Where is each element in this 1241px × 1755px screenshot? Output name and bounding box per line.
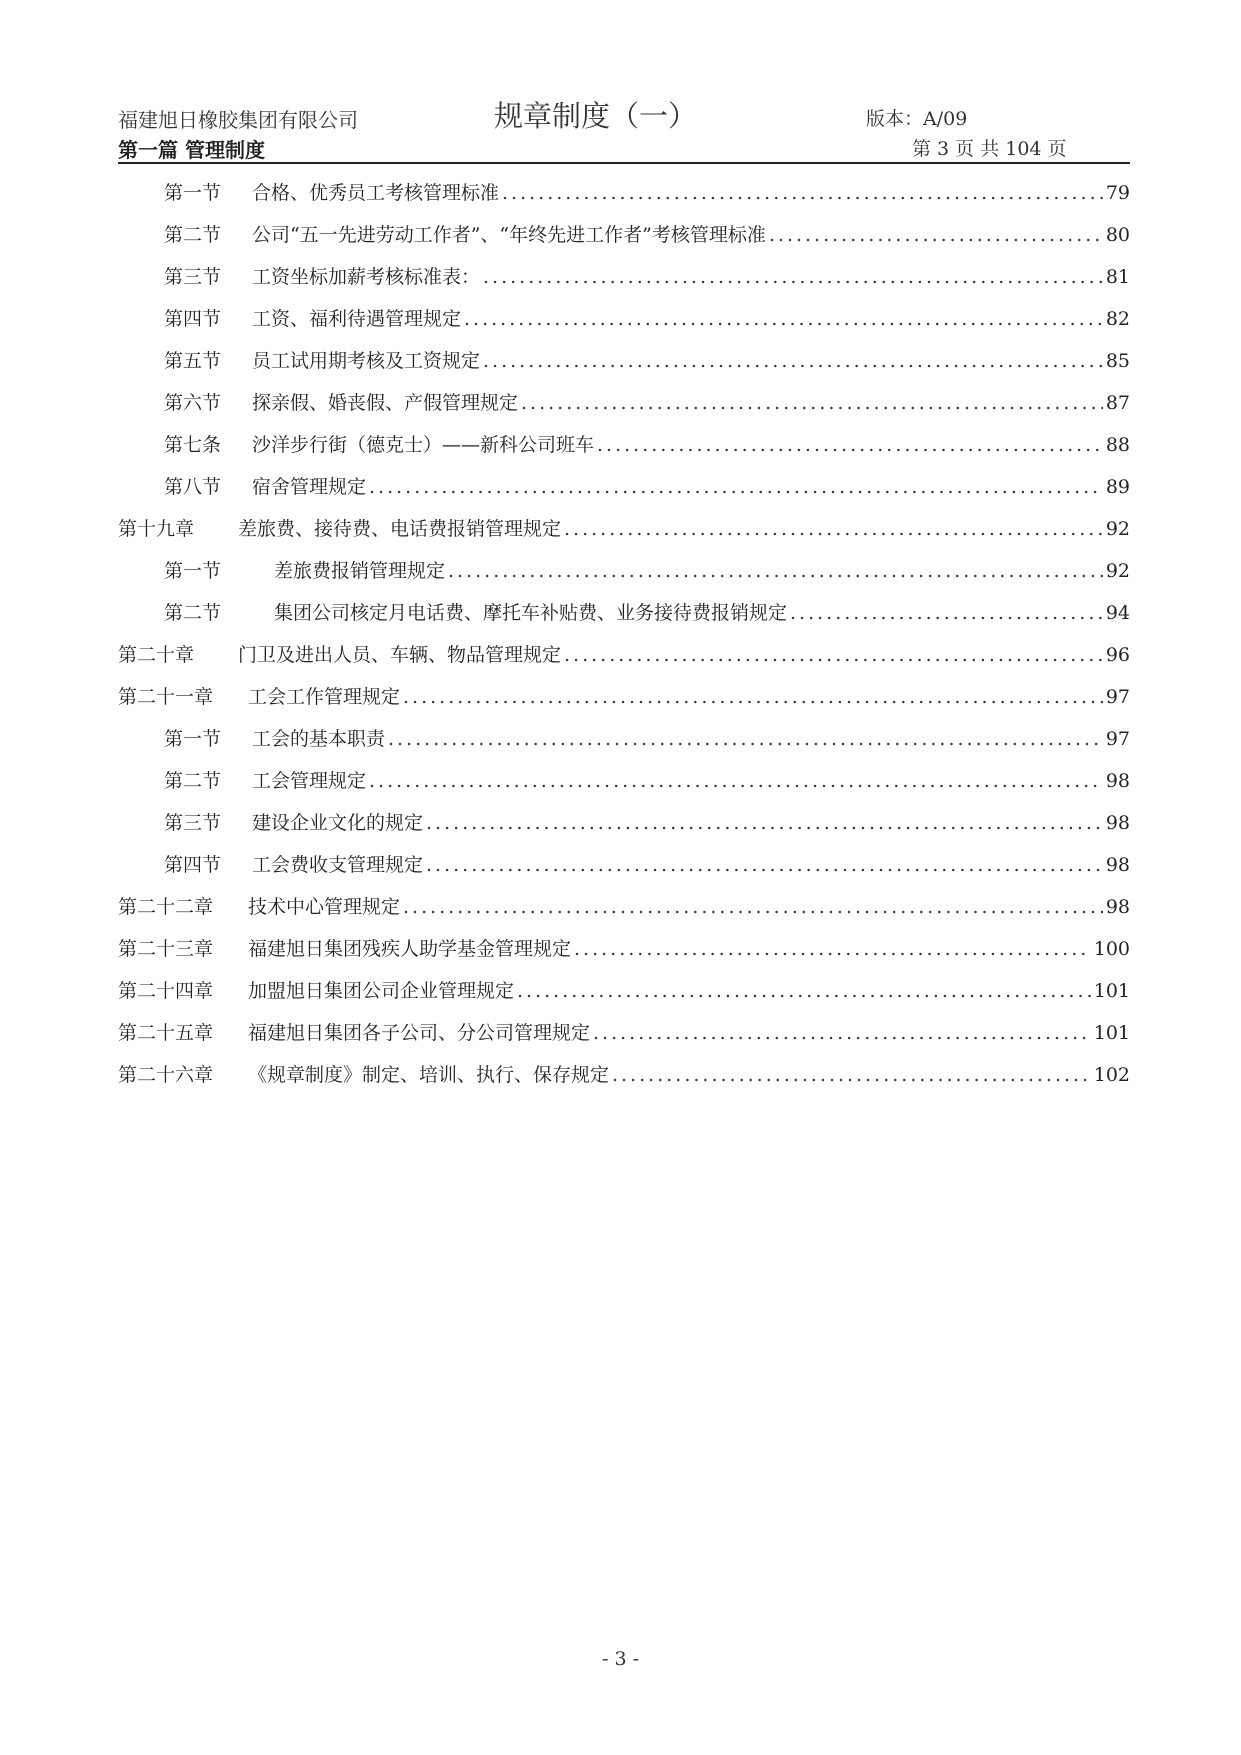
toc-entry-title: 门卫及进出人员、车辆、物品管理规定 xyxy=(238,644,562,666)
toc-leader-dots xyxy=(612,1054,1091,1096)
toc-entry[interactable] xyxy=(118,340,1130,382)
toc-entry-number: 第二十五章 xyxy=(118,1022,214,1044)
toc-entry-number: 第二十三章 xyxy=(118,938,214,960)
toc-entry-number: 第二十六章 xyxy=(118,1064,214,1086)
toc-entry-title: 员工试用期考核及工资规定 xyxy=(252,350,481,372)
toc-leader-dots xyxy=(426,802,1103,844)
document-title: 规章制度（一） xyxy=(494,99,698,133)
toc-entry-title: 差旅费、接待费、电话费报销管理规定 xyxy=(238,518,562,540)
toc-leader-dots xyxy=(483,340,1103,382)
toc-entry-page: 100 xyxy=(1093,938,1130,960)
toc-leader-dots xyxy=(790,592,1103,634)
toc-entry-title: 技术中心管理规定 xyxy=(248,896,401,918)
toc-leader-dots xyxy=(483,256,1103,298)
toc-chapter[interactable] xyxy=(118,886,1130,928)
toc-entry-page: 96 xyxy=(1105,644,1130,666)
toc-leader-dots xyxy=(593,1012,1091,1054)
toc-entry-page: 92 xyxy=(1105,560,1130,582)
toc-entry-title: 工会管理规定 xyxy=(252,770,367,792)
toc-entry-page: 101 xyxy=(1093,980,1130,1002)
toc-entry-number: 第二十章 xyxy=(118,644,195,666)
toc-leader-dots xyxy=(369,760,1103,802)
toc-entry-page: 82 xyxy=(1105,308,1130,330)
toc-leader-dots xyxy=(448,550,1103,592)
toc-leader-dots xyxy=(574,928,1091,970)
toc-entry-page: 89 xyxy=(1105,476,1130,498)
toc-entry-title: 福建旭日集团各子公司、分公司管理规定 xyxy=(248,1022,591,1044)
toc-entry-number: 第六节 xyxy=(164,392,222,414)
toc-leader-dots xyxy=(502,172,1103,214)
toc-entry-page: 98 xyxy=(1105,770,1130,792)
version-label: 版本：A/09 xyxy=(866,108,968,130)
toc-entry-number: 第七条 xyxy=(164,434,222,456)
toc-leader-dots xyxy=(597,424,1103,466)
part-title: 第一篇 管理制度 xyxy=(118,138,265,162)
toc-entry-number: 第二十二章 xyxy=(118,896,214,918)
toc-entry-number: 第五节 xyxy=(164,350,222,372)
toc-entry-number: 第二节 xyxy=(164,602,222,624)
toc-entry-number: 第四节 xyxy=(164,308,222,330)
toc-leader-dots xyxy=(464,298,1103,340)
header-divider xyxy=(118,162,1130,164)
toc-entry[interactable] xyxy=(118,844,1130,886)
toc-entry-page: 98 xyxy=(1105,812,1130,834)
toc-entry-number: 第一节 xyxy=(164,728,222,750)
toc-entry[interactable] xyxy=(118,424,1130,466)
toc-leader-dots xyxy=(403,886,1103,928)
company-name: 福建旭日橡胶集团有限公司 xyxy=(118,108,358,132)
toc-chapter[interactable] xyxy=(118,1054,1130,1096)
toc-entry-title: 《规章制度》制定、培训、执行、保存规定 xyxy=(248,1064,610,1086)
toc-leader-dots xyxy=(521,382,1103,424)
table-of-contents xyxy=(118,172,1130,1096)
toc-leader-dots xyxy=(564,508,1103,550)
toc-chapter[interactable] xyxy=(118,634,1130,676)
toc-entry-title: 工会的基本职责 xyxy=(252,728,386,750)
page-number: - 3 - xyxy=(601,1648,639,1670)
toc-leader-dots xyxy=(369,466,1103,508)
toc-entry-page: 88 xyxy=(1105,434,1130,456)
toc-entry-number: 第四节 xyxy=(164,854,222,876)
toc-entry-page: 80 xyxy=(1105,224,1130,246)
toc-entry-page: 97 xyxy=(1105,728,1130,750)
toc-entry[interactable] xyxy=(118,550,1130,592)
toc-entry-title: 工会费收支管理规定 xyxy=(252,854,424,876)
toc-leader-dots xyxy=(426,844,1103,886)
toc-entry-title: 探亲假、婚丧假、产假管理规定 xyxy=(252,392,519,414)
toc-entry-page: 81 xyxy=(1105,266,1130,288)
toc-entry-number: 第二节 xyxy=(164,224,222,246)
page-count: 第 3 页 共 104 页 xyxy=(912,138,1067,160)
toc-entry-page: 102 xyxy=(1093,1064,1130,1086)
toc-entry[interactable] xyxy=(118,760,1130,802)
toc-leader-dots xyxy=(388,718,1103,760)
toc-entry[interactable] xyxy=(118,214,1130,256)
toc-entry-number: 第三节 xyxy=(164,812,222,834)
toc-entry-number: 第三节 xyxy=(164,266,222,288)
toc-entry-page: 98 xyxy=(1105,896,1130,918)
toc-chapter[interactable] xyxy=(118,508,1130,550)
toc-entry-title: 加盟旭日集团公司企业管理规定 xyxy=(248,980,515,1002)
toc-entry-number: 第十九章 xyxy=(118,518,195,540)
toc-entry[interactable] xyxy=(118,592,1130,634)
toc-entry-number: 第一节 xyxy=(164,182,222,204)
toc-entry-number: 第二十一章 xyxy=(118,686,214,708)
toc-entry-title: 集团公司核定月电话费、摩托车补贴费、业务接待费报销规定 xyxy=(274,602,788,624)
toc-entry-page: 101 xyxy=(1093,1022,1130,1044)
toc-entry-page: 85 xyxy=(1105,350,1130,372)
toc-entry-title: 公司“五一先进劳动工作者”、“年终先进工作者”考核管理标准 xyxy=(252,224,766,246)
toc-entry-page: 79 xyxy=(1105,182,1130,204)
toc-entry[interactable] xyxy=(118,172,1130,214)
toc-entry[interactable] xyxy=(118,256,1130,298)
toc-entry[interactable] xyxy=(118,802,1130,844)
toc-entry-title: 福建旭日集团残疾人助学基金管理规定 xyxy=(248,938,572,960)
toc-entry-title: 建设企业文化的规定 xyxy=(252,812,424,834)
toc-entry-title: 沙洋步行街（德克士）——新科公司班车 xyxy=(252,434,595,456)
toc-chapter[interactable] xyxy=(118,1012,1130,1054)
toc-leader-dots xyxy=(403,676,1103,718)
toc-entry-page: 87 xyxy=(1105,392,1130,414)
toc-entry-number: 第八节 xyxy=(164,476,222,498)
toc-entry-title: 工会工作管理规定 xyxy=(248,686,401,708)
toc-entry[interactable] xyxy=(118,298,1130,340)
toc-entry[interactable] xyxy=(118,718,1130,760)
toc-entry-page: 94 xyxy=(1105,602,1130,624)
toc-entry-title: 工资坐标加薪考核标准表： xyxy=(252,266,481,288)
toc-leader-dots xyxy=(769,214,1103,256)
toc-entry-title: 工资、福利待遇管理规定 xyxy=(252,308,462,330)
toc-entry-number: 第二节 xyxy=(164,770,222,792)
toc-leader-dots xyxy=(517,970,1091,1012)
toc-entry-title: 合格、优秀员工考核管理标准 xyxy=(252,182,500,204)
toc-entry-page: 97 xyxy=(1105,686,1130,708)
toc-entry[interactable] xyxy=(118,382,1130,424)
toc-chapter[interactable] xyxy=(118,676,1130,718)
toc-entry-number: 第一节 xyxy=(164,560,222,582)
page-header xyxy=(118,94,1130,164)
toc-leader-dots xyxy=(564,634,1103,676)
toc-chapter[interactable] xyxy=(118,970,1130,1012)
toc-entry-number: 第二十四章 xyxy=(118,980,214,1002)
toc-entry-page: 92 xyxy=(1105,518,1130,540)
toc-entry-title: 差旅费报销管理规定 xyxy=(274,560,446,582)
toc-chapter[interactable] xyxy=(118,928,1130,970)
toc-entry-title: 宿舍管理规定 xyxy=(252,476,367,498)
toc-entry-page: 98 xyxy=(1105,854,1130,876)
toc-entry[interactable] xyxy=(118,466,1130,508)
